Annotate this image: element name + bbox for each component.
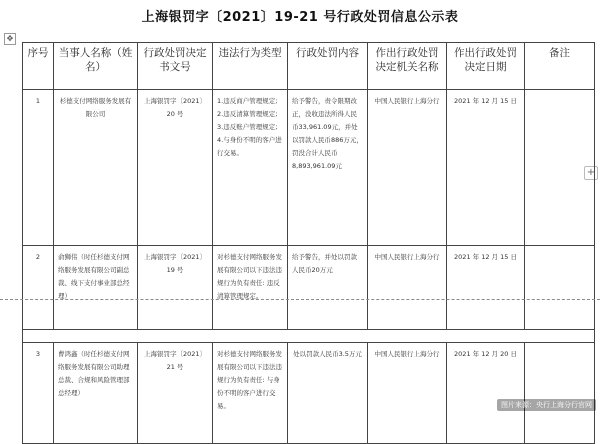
cell-index: 1 bbox=[23, 90, 54, 246]
page-gap-cell bbox=[23, 330, 595, 343]
col-header-violation: 违法行为类型 bbox=[213, 43, 288, 90]
cell-note bbox=[525, 343, 595, 444]
col-header-date: 作出行政处罚决定日期 bbox=[447, 43, 525, 90]
document-title: 上海银罚字〔2021〕19-21 号行政处罚信息公示表 bbox=[141, 10, 459, 25]
cell-note bbox=[525, 90, 595, 246]
page-gap-row bbox=[23, 330, 595, 343]
col-header-note: 备注 bbox=[525, 43, 595, 90]
cell-doc-no: 上海银罚字〔2021〕20 号 bbox=[138, 90, 213, 246]
cell-party: 杉德支付网络服务发展有限公司 bbox=[54, 90, 138, 246]
cell-violation: 对杉德支付网络服务发展有限公司以下违法违规行为负有责任: 与身份不明的客户进行交易。 bbox=[213, 343, 288, 444]
cell-date: 2021 年 12 月 15 日 bbox=[447, 246, 525, 330]
cell-doc-no: 上海银罚字〔2021〕21 号 bbox=[138, 343, 213, 444]
col-header-index: 序号 bbox=[23, 43, 54, 90]
cell-penalty: 处以罚款人民币3.5万元 bbox=[288, 343, 368, 444]
table-row bbox=[23, 343, 595, 444]
col-header-authority: 作出行政处罚决定机关名称 bbox=[368, 43, 447, 90]
table-row bbox=[23, 246, 595, 330]
col-header-party: 当事人名称（姓名） bbox=[54, 43, 138, 90]
resize-handle-icon[interactable]: + bbox=[584, 166, 598, 180]
cell-date: 2021 年 12 月 15 日 bbox=[447, 90, 525, 246]
cell-penalty: 给予警告，并处以罚款人民币20万元 bbox=[288, 246, 368, 330]
cell-doc-no: 上海银罚字〔2021〕19 号 bbox=[138, 246, 213, 330]
col-header-penalty: 行政处罚内容 bbox=[288, 43, 368, 90]
penalty-table bbox=[22, 42, 595, 444]
cell-violation: 1.违反商户管理规定; 2.违反清算管理规定; 3.违反账户管理规定; 4.与身份不明的客户进行交易。 bbox=[213, 90, 288, 246]
cell-authority: 中国人民银行上海分行 bbox=[368, 90, 447, 246]
move-handle-icon[interactable]: ✥ bbox=[4, 33, 16, 45]
cell-index: 3 bbox=[23, 343, 54, 444]
cell-authority: 中国人民银行上海分行 bbox=[368, 246, 447, 330]
col-header-doc-no: 行政处罚决定书文号 bbox=[138, 43, 213, 90]
cell-penalty: 给予警告，责令限期改正，没收违法所得人民币33,961.09元，并处以罚款人民币886万元，罚没合计人民币8,893,961.09元 bbox=[288, 90, 368, 246]
cell-index: 2 bbox=[23, 246, 54, 330]
image-source-watermark: 图片来源：央行上海分行官网 bbox=[497, 399, 596, 411]
page-break-line bbox=[0, 299, 600, 300]
cell-party: 俞狮伟（时任杉德支付网络服务发展有限公司副总裁、线下支付事业部总经理） bbox=[54, 246, 138, 330]
cell-note bbox=[525, 246, 595, 330]
table-row bbox=[23, 90, 595, 246]
cell-violation: 对杉德支付网络服务发展有限公司以下违法违规行为负有责任: 违反清算管理规定。 bbox=[213, 246, 288, 330]
cell-authority: 中国人民银行上海分行 bbox=[368, 343, 447, 444]
table-header-row bbox=[23, 43, 595, 90]
cell-party: 曹鸿鑫（时任杉德支付网络服务发展有限公司助理总裁、合规和风险管理部总经理） bbox=[54, 343, 138, 444]
cell-date: 2021 年 12 月 20 日 bbox=[447, 343, 525, 444]
